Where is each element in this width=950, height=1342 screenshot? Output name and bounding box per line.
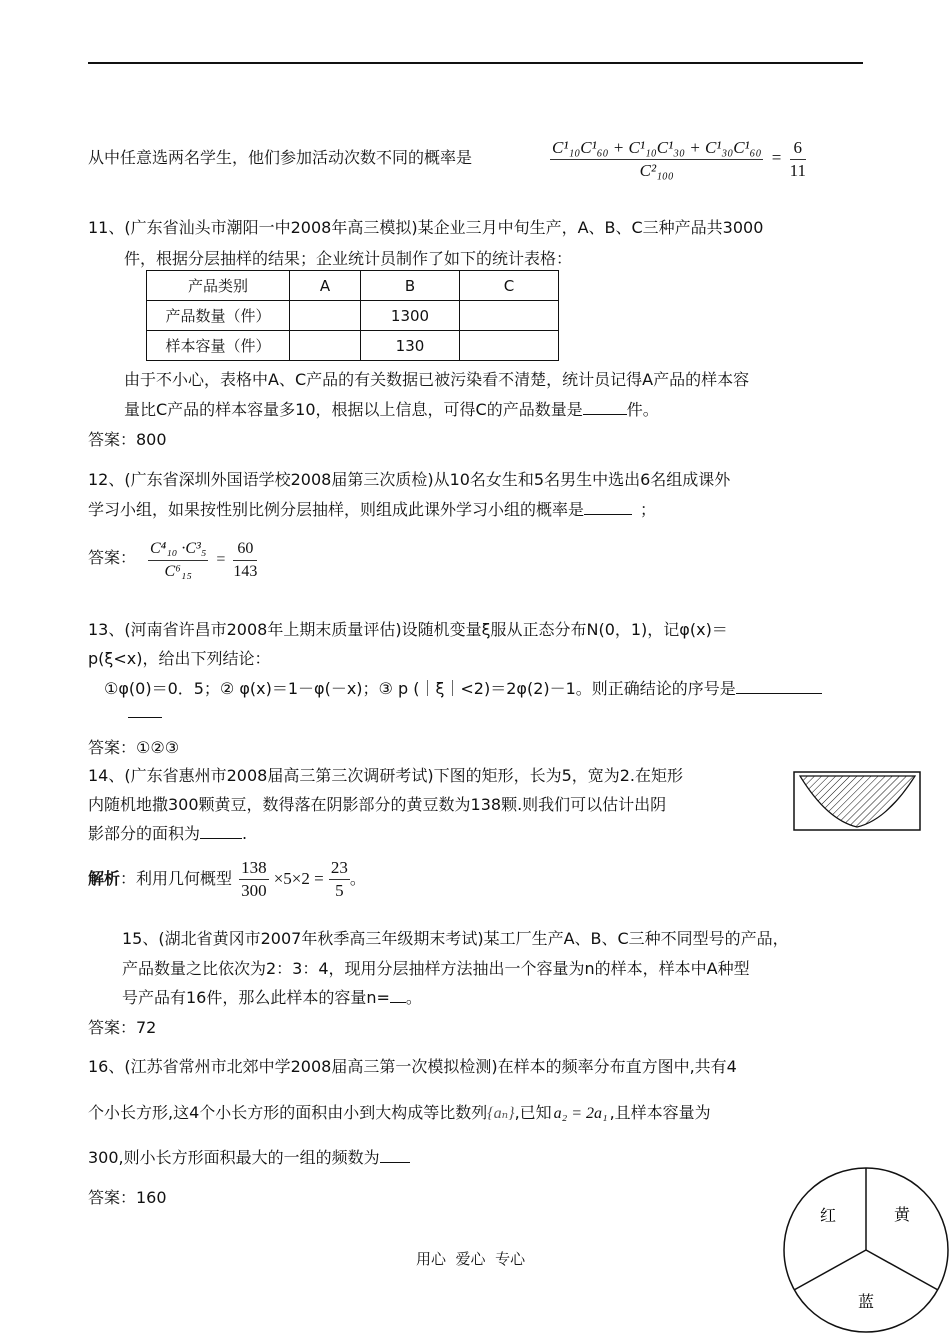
- q11-line2: 件，根据分层抽样的结果；企业统计员制作了如下的统计表格：: [124, 249, 573, 268]
- intro-formula-numerator: C¹₁₀C¹₆₀ + C¹₁₀C¹₃₀ + C¹₃₀C¹₆₀: [550, 137, 763, 160]
- q12-answer-label: 答案：: [88, 548, 137, 567]
- q11-line4-text: 量比C产品的样本容量多10，根据以上信息，可得C的产品数量是: [124, 400, 583, 419]
- q14-line3: [88, 821, 247, 844]
- q12-formula-numerator: C⁴₁₀ ·C³₅: [148, 538, 208, 561]
- q11-line4: [124, 397, 659, 420]
- q16-line3-text: 300,则小长方形面积最大的一组的频数为: [88, 1148, 380, 1167]
- analysis-label: 解析: [88, 869, 121, 888]
- table-cell: 样本容量（件）: [147, 331, 290, 361]
- table-cell: [290, 331, 361, 361]
- answer-blank[interactable]: [390, 988, 406, 1003]
- wheel-label-yellow: 黄: [894, 1205, 911, 1224]
- q15-line3: [122, 985, 422, 1008]
- q12-line2-end: ；: [640, 500, 657, 519]
- intro-result-numerator: 6: [790, 137, 806, 160]
- wheel-divider: [794, 1250, 866, 1290]
- wheel-label-red: 红: [820, 1206, 837, 1225]
- table-cell: [460, 301, 559, 331]
- q14-line3-text: 影部分的面积为: [88, 824, 201, 843]
- q16-line2-text: 个小长方形,这4个小长方形的面积由小到大构成等比数列: [88, 1103, 488, 1122]
- q12-result-denominator: 143: [233, 563, 258, 580]
- table-header-cell: C: [460, 271, 559, 301]
- wheel-divider: [866, 1250, 938, 1290]
- answer-blank[interactable]: [736, 679, 822, 694]
- intro-formula: $\frac{\text{C¹₁₀C¹₆₀ + C¹₁₀C¹₃₀ + C¹₃₀C¹₆₀}}{\text{C²₁₀₀}}$ = $\frac{6}{11}$: [552, 138, 806, 180]
- rectangle-figure: [792, 770, 922, 832]
- analysis-multiply: ×5×2 =: [273, 869, 324, 888]
- q16-line3: [88, 1145, 410, 1168]
- q12-formula: $\frac{\text{C⁴₁₀ ·C³₅}}{\text{C⁶₁₅}}$ = $\frac{60}{143}$: [148, 538, 257, 583]
- spinner-wheel: [778, 1162, 950, 1342]
- q14-line3-end: .: [242, 824, 248, 843]
- q15-line3-end: 。: [405, 988, 422, 1007]
- q12-line2: [88, 497, 656, 520]
- q15-answer: 答案：72: [88, 1018, 157, 1037]
- q12-line1: 12、(广东省深圳外国语学校2008届第三次质检)从10名女生和5名男生中选出6名组成课外: [88, 470, 731, 489]
- answer-blank[interactable]: [200, 824, 242, 839]
- analysis-text: ：利用几何概型: [120, 869, 233, 888]
- q13-line2: p(ξ<x)，给出下列结论：: [88, 649, 271, 668]
- table-cell: 产品数量（件）: [147, 301, 290, 331]
- q15-line2: 产品数量之比依次为2：3：4，现用分层抽样方法抽出一个容量为n的样本，样本中A种型: [122, 959, 750, 978]
- q13-line1: 13、(河南省许昌市2008年上期末质量评估)设随机变量ξ服从正态分布N(0，1)，记φ(x)＝: [88, 620, 728, 639]
- intro-formula-denominator: C²₁₀₀: [639, 161, 674, 180]
- q13-line3: [104, 676, 822, 699]
- table-cell: 1300: [361, 301, 460, 331]
- q16-line1: 16、(江苏省常州市北郊中学2008届高三第一次模拟检测)在样本的频率分布直方图中,共有4: [88, 1057, 737, 1076]
- analysis-fraction2-denominator: 5: [335, 881, 344, 900]
- answer-blank[interactable]: [583, 400, 627, 415]
- header-rule: [88, 62, 863, 64]
- intro-result-denominator: 11: [789, 161, 806, 180]
- q14-analysis: [88, 857, 366, 902]
- answer-blank[interactable]: [584, 500, 632, 515]
- table-header-cell: B: [361, 271, 460, 301]
- page-footer: 用心 爱心 专心: [416, 1250, 526, 1268]
- intro-text: 从中任意选两名学生，他们参加活动次数不同的概率是: [88, 148, 473, 167]
- table-header-cell: 产品类别: [147, 271, 290, 301]
- q11-answer: 答案：800: [88, 430, 167, 449]
- q14-line1: 14、(广东省惠州市2008届高三第三次调研考试)下图的矩形，长为5，宽为2.在矩形: [88, 766, 684, 785]
- q12-result-numerator: 60: [233, 538, 257, 561]
- q15-line1: 15、(湖北省黄冈市2007年秋季高三年级期末考试)某工厂生产A、B、C三种不同型号的产品，: [122, 929, 789, 948]
- q15-line3-text: 号产品有16件，那么此样本的容量n=: [122, 988, 390, 1007]
- q11-line3: 由于不小心，表格中A、C产品的有关数据已被污染看不清楚，统计员记得A产品的样本容: [124, 370, 750, 389]
- q13-blank-continued[interactable]: [128, 717, 162, 718]
- q16-line2: [88, 1100, 711, 1123]
- q11-stat-table: [146, 270, 559, 361]
- table-cell: [290, 301, 361, 331]
- analysis-fraction1-numerator: 138: [239, 857, 269, 880]
- q16-sequence: {aₙ}: [487, 1105, 515, 1122]
- q16-relation: a₂ = 2a₁: [553, 1105, 608, 1122]
- q16-answer: 答案：160: [88, 1188, 167, 1207]
- answer-blank[interactable]: [380, 1148, 410, 1163]
- analysis-fraction2-numerator: 23: [329, 857, 350, 880]
- q11-line1: 11、(广东省汕头市潮阳一中2008年高三模拟)某企业三月中旬生产，A、B、C三种产品共3000: [88, 218, 764, 237]
- table-cell: [460, 331, 559, 361]
- q13-answer: 答案：①②③: [88, 738, 180, 757]
- q12-line2-text: 学习小组，如果按性别比例分层抽样，则组成此课外学习小组的概率是: [88, 500, 585, 519]
- q14-line2: 内随机地撒300颗黄豆，数得落在阴影部分的黄豆数为138颗.则我们可以估计出阴: [88, 795, 667, 814]
- table-cell: 130: [361, 331, 460, 361]
- q13-line3-text: ①φ(0)＝0．5；② φ(x)＝1－φ(－x)；③ p (｜ξ｜<2)＝2φ(2)－1。则正确结论的序号是: [104, 679, 736, 698]
- q12-formula-denominator: C⁶₁₅: [164, 563, 192, 580]
- analysis-fraction1-denominator: 300: [241, 881, 267, 900]
- q11-line4-end: 件。: [626, 400, 659, 419]
- analysis-end: 。: [349, 869, 366, 888]
- table-header-cell: A: [290, 271, 361, 301]
- q16-line2-mid: ,已知: [514, 1103, 552, 1122]
- shaded-region: [800, 776, 915, 827]
- wheel-label-blue: 蓝: [858, 1292, 875, 1311]
- q16-line2-end: ,且样本容量为: [609, 1103, 711, 1122]
